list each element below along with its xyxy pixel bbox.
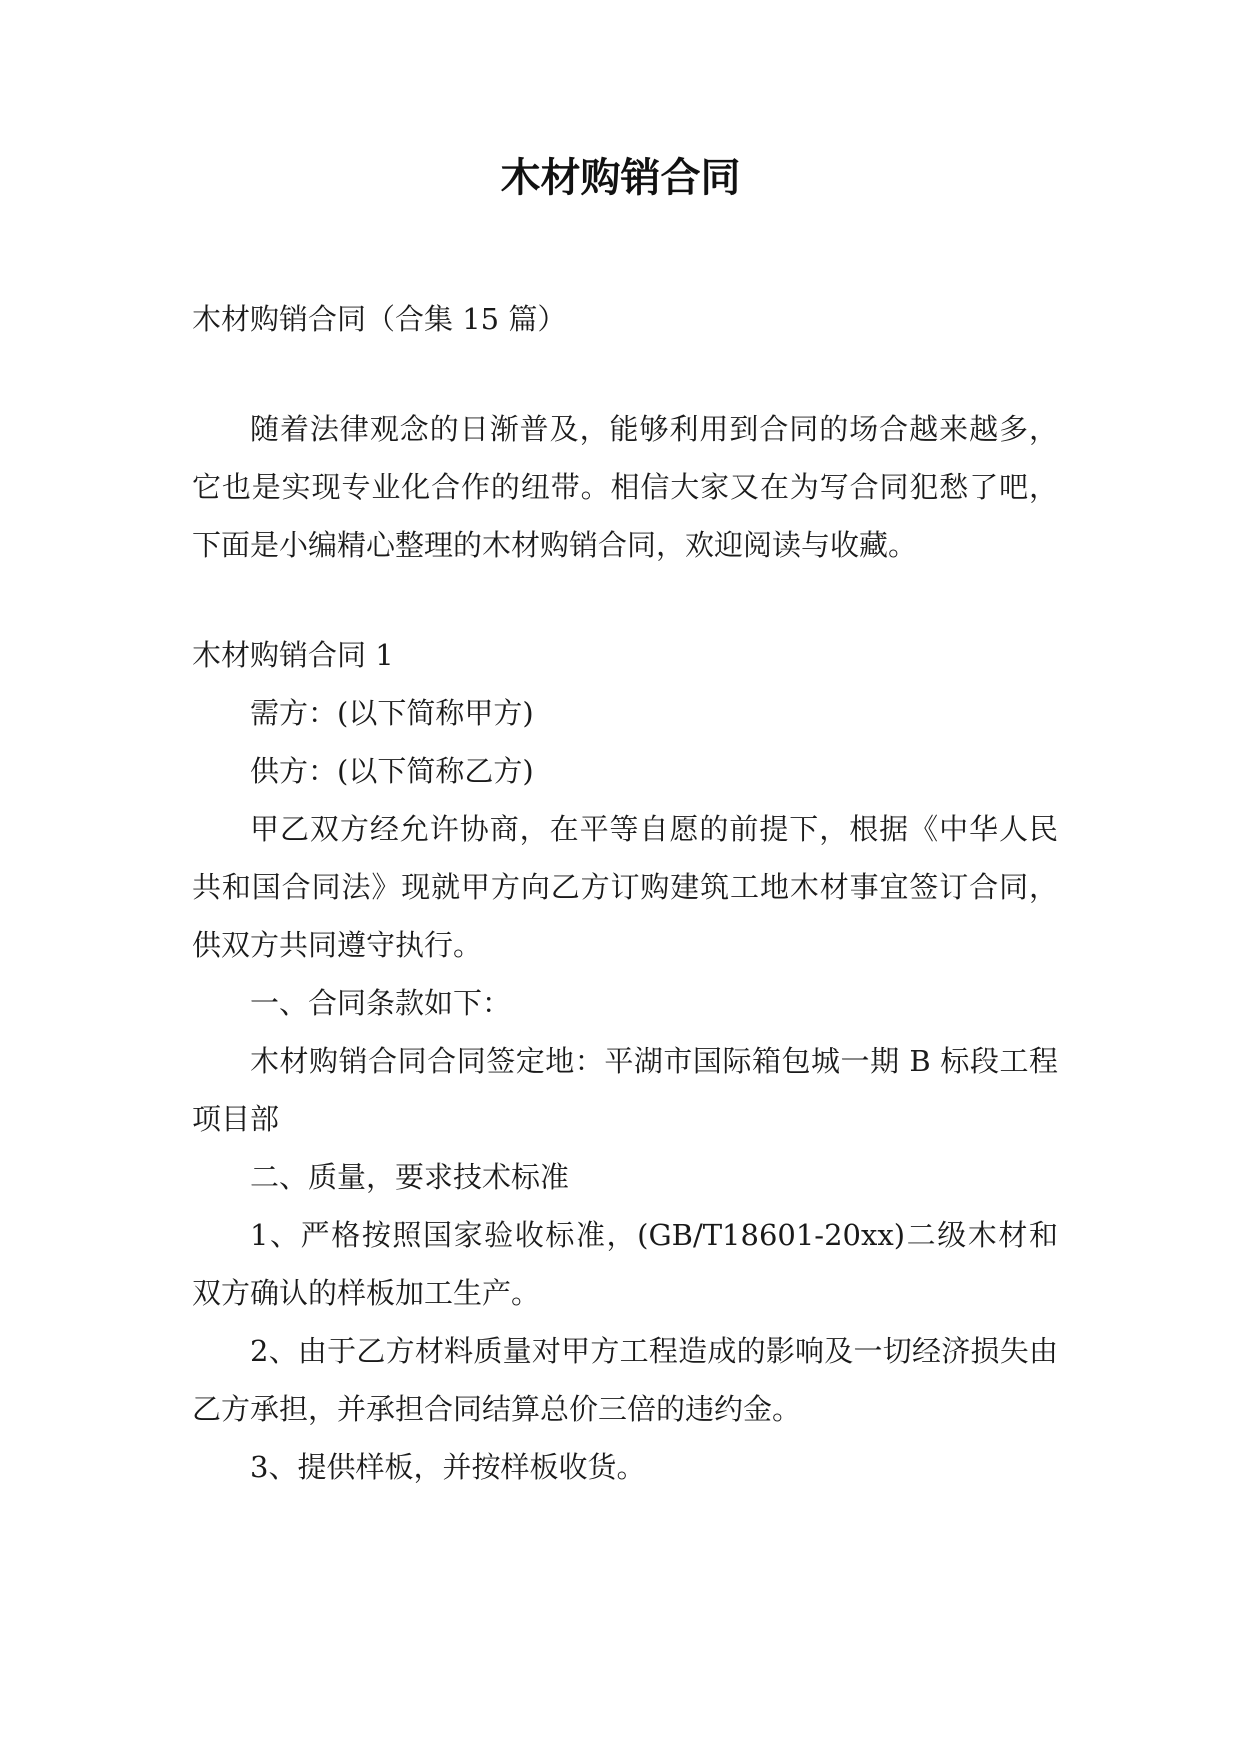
paragraph-clause-heading-1: 一、合同条款如下： [250,986,512,1020]
paragraph-item-3: 3、提供样板，并按样板收货。 [250,1450,646,1484]
section-heading: 木材购销合同 1 [192,638,394,672]
intro-paragraph: 随着法律观念的日渐普及，能够利用到合同的场合越来越多，它也是实现专业化合作的纽带。相信大家又在为写合同犯愁了吧，下面是小编精心整理的木材购销合同，欢迎阅读与收藏。 [192,412,1058,562]
paragraph-buyer: 需方：(以下简称甲方) [250,696,534,730]
document-title: 木材购销合同 [500,155,741,201]
paragraph-item-1: 1、严格按照国家验收标准，(GB/T18601-20xx)二级木材和双方确认的样板加工生产。 [192,1218,1058,1310]
paragraph-clause-heading-2: 二、质量，要求技术标准 [250,1160,570,1194]
paragraph-supplier: 供方：(以下简称乙方) [250,754,534,788]
paragraph-item-2: 2、由于乙方材料质量对甲方工程造成的影响及一切经济损失由乙方承担，并承担合同结算总价三倍的违约金。 [192,1334,1058,1426]
paragraph-signing-place: 木材购销合同合同签定地：平湖市国际箱包城一期 B 标段工程项目部 [192,1044,1058,1136]
document-subtitle: 木材购销合同（合集 15 篇） [192,302,567,336]
document-body [192,290,1058,1496]
paragraph-agreement: 甲乙双方经允许协商，在平等自愿的前提下，根据《中华人民共和国合同法》现就甲方向乙方订购建筑工地木材事宜签订合同，供双方共同遵守执行。 [192,812,1058,962]
